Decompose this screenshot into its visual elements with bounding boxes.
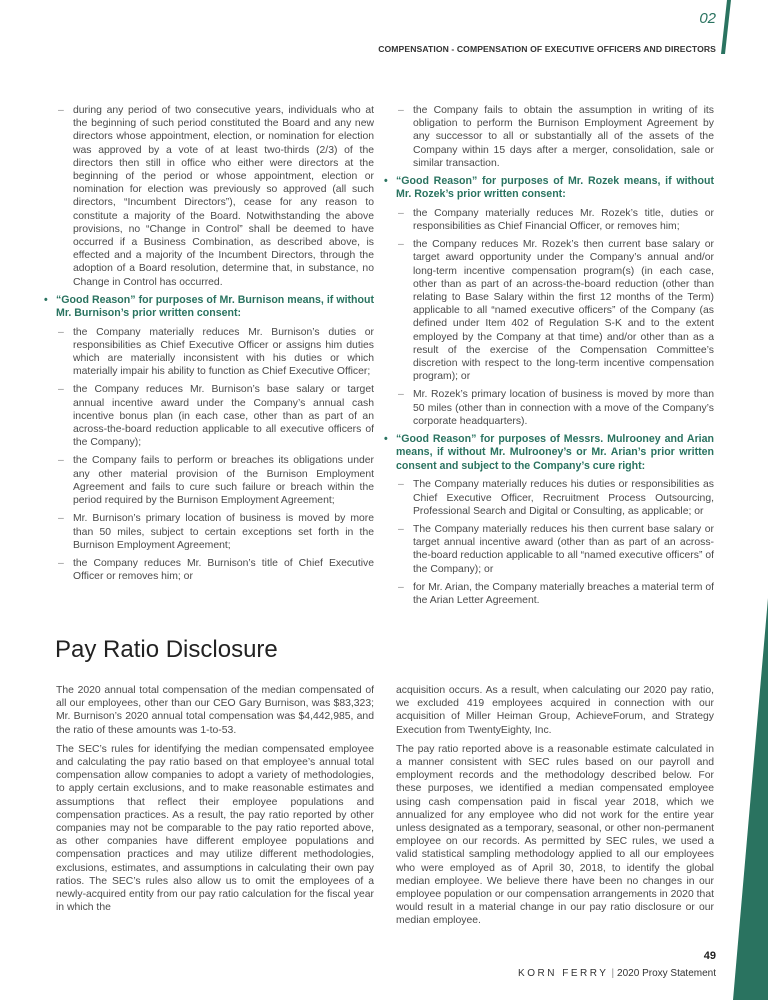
list-item — [56, 454, 374, 507]
list-item — [56, 512, 374, 552]
dash-marker: – — [58, 513, 64, 525]
list-item — [396, 581, 714, 607]
paragraph: The pay ratio reported above is a reasonable estimate calculated in a manner consistent with SEC rules based on our payroll and employment records and the methodology described below. For these purposes, we identified a median compensated employee using cash compensation paid in fiscal year 2018, which we annualized for any employee who did not work for the entire year unless designated as a temporary, seasonal, or other non-permanent employee on our records. As permitted by SEC rules, we used a valid statistical sampling methodology applied to all our employees who were employed as of April 30, 2018, to identify the global median employee. We believe there have been no changes in our employee population or our compensation arrangements in 2020 that would result in a material change in our pay ratio disclosure or our median employee. — [396, 743, 714, 927]
page-number: 49 — [703, 950, 716, 962]
dash-marker: – — [398, 479, 404, 491]
list-item — [56, 326, 374, 379]
list-item — [396, 523, 714, 576]
header-accent-line — [721, 0, 731, 54]
footer-separator: | — [611, 968, 615, 979]
bullet-marker: • — [44, 293, 48, 306]
list-item — [396, 238, 714, 383]
footer-accent-wedge — [733, 598, 768, 1000]
good-reason-burnison-heading: • “Good Reason” for purposes of Mr. Burnison means, if without Mr. Burnison’s prior written consent: — [44, 293, 374, 320]
dash-marker: – — [398, 239, 404, 251]
bullet-marker: • — [384, 175, 388, 188]
dash-marker: – — [398, 207, 404, 219]
brand-logo-text: KORN FERRY — [518, 968, 609, 979]
footer-brand-line — [518, 968, 716, 979]
left-column — [44, 104, 374, 588]
document-name: 2020 Proxy Statement — [617, 968, 716, 979]
section-title: COMPENSATION - COMPENSATION OF EXECUTIVE OFFICERS AND DIRECTORS — [378, 44, 716, 54]
list-item-text: The Company materially reduces his then current base salary or target annual incentive award (other than as part of an across-the-board reduction applicable to all “named executive officers” of the Company); or — [413, 523, 714, 575]
list-item — [396, 104, 714, 170]
dash-marker: – — [398, 581, 404, 593]
list-item-text: the Company materially reduces Mr. Rozek’s title, duties or responsibilities as Chief Financial Officer, or removes him; — [413, 207, 714, 233]
list-item-text: Mr. Burnison’s primary location of business is moved by more than 50 miles, subject to certain exceptions set forth in the Burnison Employment Agreement; — [73, 513, 374, 551]
dash-marker: – — [58, 105, 64, 116]
dash-marker: – — [398, 389, 404, 401]
good-reason-rozek-heading: • “Good Reason” for purposes of Mr. Rozek means, if without Mr. Rozek’s prior written consent: — [384, 175, 714, 201]
pay-ratio-heading: Pay Ratio Disclosure — [55, 636, 278, 663]
good-reason-mulrooney-arian-heading: • “Good Reason” for purposes of Messrs. Mulrooney and Arian means, if without Mr. Mulrooney’s or Mr. Arian’s prior written consent and subject to the Company’s cure right: — [384, 433, 714, 472]
list-item-text: for Mr. Arian, the Company materially breaches a material term of the Arian Letter Agreement. — [413, 581, 714, 606]
list-item-text: during any period of two consecutive years, individuals who at the beginning of such period constituted the Board and any new directors whose appointment, election, or nomination for election was approved by a vote of at least two-thirds (2/3) of the directors then still in office who either were directors at the beginning of the period or whose appointment, election or nomination for election was previously so approved (all such directors, “Incumbent Directors”), cease for any reason to constitute a majority of the Board. Notwithstanding the above provisions, no “Change in Control” shall be deemed to have occurred if a Business Combination, as described above, is effected and a majority of the Incumbent Directors, through the adoption of a Board resolution, determine that, in substance, no Change in Control has occurred. — [73, 105, 374, 288]
list-item-text: the Company reduces Mr. Rozek’s then current base salary or target award opportunity under the Company’s annual and/or long-term incentive compensation program(s) (in each case, other than as part of an across-the-board reduction (other than relating to Base Salary within the first 12 months of the Term) applicable to all “named executive officers” of the Company (as defined under Item 402 of Regulation S-K and to the extent employed by the Company at that time) and/or other than as a result of the exercise of the Compensation Committee’s discretion with respect to the long-term incentive compensation program); or — [413, 239, 714, 383]
list-item — [396, 478, 714, 518]
list-item — [56, 557, 374, 583]
list-item-text: the Company fails to obtain the assumption in writing of its obligation to perform the Burnison Employment Agreement by any successor to all or substantially all of the assets of the Company within 15 days after a merger, consolidation, sale or similar transaction. — [413, 105, 714, 169]
paragraph: acquisition occurs. As a result, when calculating our 2020 pay ratio, we excluded 419 employees acquired in connection with our acquisition of Miller Heiman Group, AchieveForum, and Strategy Execution from TwentyEighty, Inc. — [396, 685, 714, 736]
list-item — [56, 104, 374, 289]
pay-ratio-left-column — [56, 684, 374, 920]
list-item-text: the Company fails to perform or breaches its obligations under any other material provision of the Burnison Employment Agreement and fails to cure such failure or breach within the period required by the Burnison Employment Agreement; — [73, 455, 374, 507]
list-item-text: Mr. Rozek’s primary location of business is moved by more than 50 miles (other than in connection with a move of the Company’s corporate headquarters). — [413, 389, 714, 427]
bullet-marker: • — [384, 433, 388, 446]
paragraph: The SEC’s rules for identifying the median compensated employee and calculating the pay ratio based on that employee’s annual total compensation allow companies to adopt a variety of methodologies, to apply certain exclusions, and to make reasonable estimates and assumptions that reflect their employee populations and compensation practices. As a result, the pay ratio reported by other companies may not be comparable to the pay ratio reported above, as other companies have different employee populations and compensation practices and may utilize different methodologies, exclusions, estimates, and assumptions in calculating their own pay ratios. The SEC’s rules also allow us to omit the employees of a newly-acquired entity from our pay ratio calculation for the fiscal year in which the — [56, 743, 374, 914]
dash-marker: – — [58, 557, 64, 569]
dash-marker: – — [398, 523, 404, 535]
dash-marker: – — [58, 384, 64, 396]
list-item-text: the Company reduces Mr. Burnison’s base salary or target annual incentive award under the Company’s annual cash incentive bonus plan (in each case, other than as part of an across-the-board reduction applicable to all executive officers of the Company); — [73, 384, 374, 449]
list-item — [56, 383, 374, 449]
dash-marker: – — [58, 455, 64, 467]
right-column — [384, 104, 714, 612]
paragraph: The 2020 annual total compensation of the median compensated of all our employees, other than our CEO Gary Burnison, was $83,323; Mr. Burnison’s 2020 annual total compensation was $4,442,985, and the ratio of these amounts was 1-to-53. — [56, 685, 374, 736]
list-item — [396, 388, 714, 428]
dash-marker: – — [398, 105, 404, 116]
list-item — [396, 207, 714, 233]
section-number: 02 — [699, 10, 716, 27]
dash-marker: – — [58, 326, 64, 338]
list-item-text: the Company reduces Mr. Burnison’s title of Chief Executive Officer or removes him; or — [73, 557, 374, 583]
list-item-text: The Company materially reduces his duties or responsibilities as Chief Executive Officer, Recruitment Process Outsourcing, Professional Search and Digital or Consulting, as applicable; or — [413, 479, 714, 517]
list-item-text: the Company materially reduces Mr. Burnison’s duties or responsibilities as Chief Executive Officer or assigns him duties which are materially inconsistent with his duties or which materially impair his ability to function as Chief Executive Officer; — [73, 326, 374, 378]
pay-ratio-right-column — [396, 684, 714, 934]
